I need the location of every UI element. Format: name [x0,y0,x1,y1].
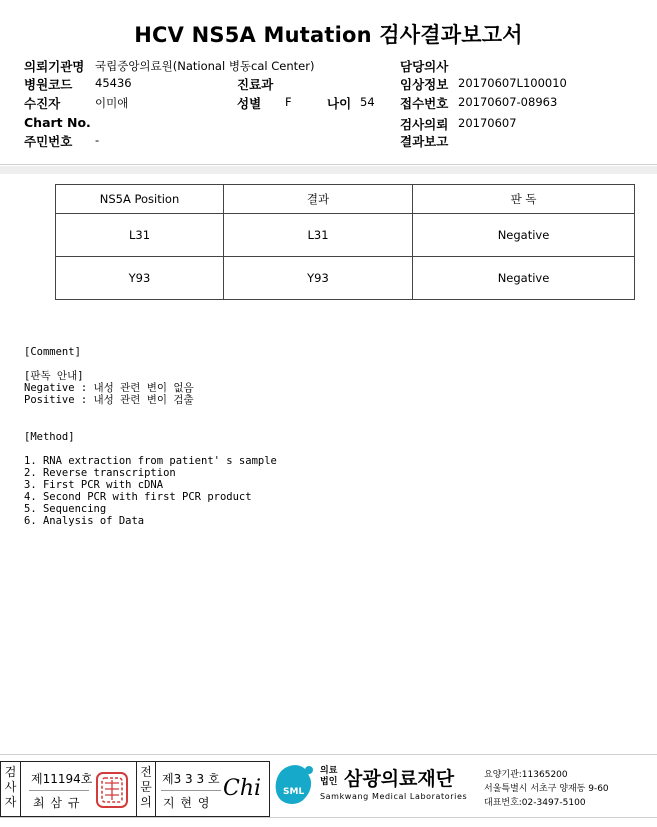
header-divider [0,164,657,165]
inspector-name: 최 삼 규 [33,796,81,810]
method-step: 6. Analysis of Data [24,515,145,527]
institution-label: 의뢰기관명 [24,59,85,74]
method-step: 2. Reverse transcription [24,467,176,479]
column-header-interpretation: 판 독 [413,185,635,214]
footer-divider [0,754,657,755]
patient-label: 수진자 [24,96,61,111]
institution-value: 국립중앙의료원(National 병동cal Center) [95,59,315,73]
patient-value: 이미애 [95,96,129,110]
specialist-license: 제3 3 3 호 [162,772,220,786]
report-title: HCV NS5A Mutation 검사결과보고서 [134,23,523,47]
guide-line-negative: Negative : 내성 관련 변이 없음 [24,382,194,394]
report-label: 결과보고 [400,134,449,149]
header-band [0,166,657,174]
org-name: 삼광의료재단 [344,768,455,790]
sex-value: F [285,95,292,109]
cell-result: Y93 [224,257,413,300]
inspector-license: 제11194호 [31,772,93,786]
signature: Chi [223,776,262,801]
hospital-code-value: 45436 [95,76,132,90]
clinical-info-label: 임상정보 [400,77,449,92]
cell-interpretation: Negative [413,214,635,257]
specialist-label [136,762,156,816]
specialist-divider [161,790,221,791]
age-value: 54 [360,95,375,109]
age-label: 나이 [327,96,352,111]
method-step: 3. First PCR with cDNA [24,479,164,491]
chart-no-label: Chart No. [24,115,91,130]
inspector-label [1,762,21,816]
table-header-row [56,185,635,214]
hospital-code-label: 병원코드 [24,77,73,92]
guide-line-positive: Positive : 내성 관련 변이 검출 [24,394,194,406]
column-header-position: NS5A Position [56,185,224,214]
table-row [56,214,635,257]
cell-result: L31 [224,214,413,257]
logo-text: SML [283,787,305,797]
test-date-value: 20170607 [458,116,517,130]
method-step: 5. Sequencing [24,503,107,515]
test-date-label: 검사의뢰 [400,117,449,132]
inspector-divider [29,790,89,791]
comment-heading: [Comment] [24,346,81,358]
specialist-name: 지 현 영 [163,796,211,810]
method-heading: [Method] [24,431,75,443]
method-step: 1. RNA extraction from patient' s sample [24,455,277,467]
org-address: 서울특별시 서초구 양재동 9-60 [484,784,609,794]
cell-position: Y93 [56,257,224,300]
column-header-result: 결과 [224,185,413,214]
org-code: 요양기관:11365200 [484,770,568,780]
method-step: 4. Second PCR with first PCR product [24,491,252,503]
resident-no-label: 주민번호 [24,134,73,149]
footer-bottom-line [0,817,657,818]
cell-interpretation: Negative [413,257,635,300]
clinical-info-value: 20170607L100010 [458,76,567,90]
org-english: Samkwang Medical Laboratories [320,792,468,801]
sml-logo-icon [273,762,317,808]
org-phone: 대표번호:02-3497-5100 [484,798,586,808]
resident-no-value: - [95,133,100,147]
receipt-no-value: 20170607-08963 [458,95,558,109]
inspector-label-text: 검사자 [4,765,17,809]
signature-box [0,761,270,817]
org-prefix: 의료법인 [320,766,338,787]
results-table [55,184,635,300]
department-label: 진료과 [237,77,274,92]
sex-label: 성별 [237,96,262,111]
cell-position: L31 [56,214,224,257]
specialist-label-text: 전문의 [140,765,152,809]
receipt-no-label: 접수번호 [400,96,449,111]
table-row [56,257,635,300]
doctor-label: 담당의사 [400,59,449,74]
seal-stamp-icon [95,771,129,809]
guide-heading: [판독 안내] [24,370,84,382]
